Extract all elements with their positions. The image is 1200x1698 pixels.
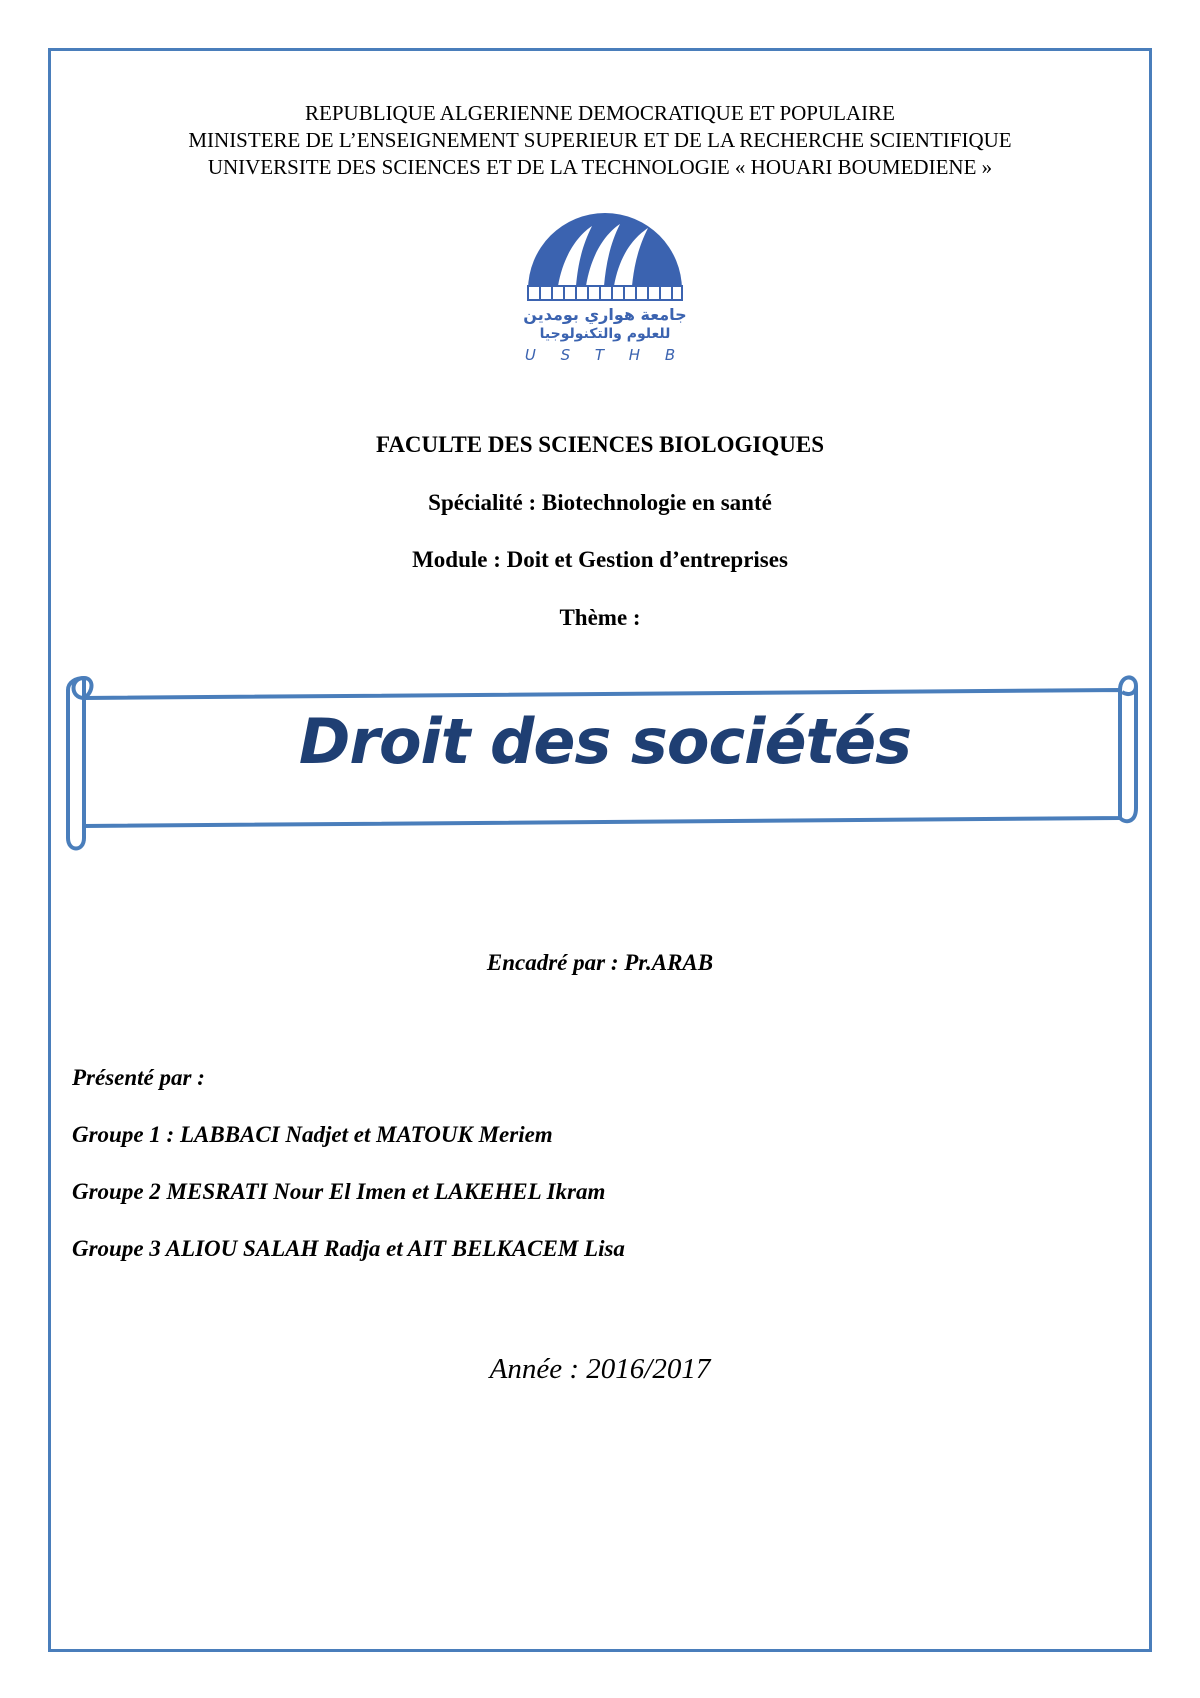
presenters-block <box>72 1065 625 1293</box>
header-ministry: MINISTERE DE L’ENSEIGNEMENT SUPERIEUR ET DE LA RECHERCHE SCIENTIFIQUE <box>188 128 1012 152</box>
logo-arabic-line1: جامعة هواري بومدين <box>523 305 687 324</box>
header-university: UNIVERSITE DES SCIENCES ET DE LA TECHNOLOGIE « HOUARI BOUMEDIENE » <box>207 155 993 179</box>
module-line: Module : Doit et Gestion d’entreprises <box>412 547 788 572</box>
header-republic: REPUBLIQUE ALGERIENNE DEMOCRATIQUE ET POPULAIRE <box>305 101 895 125</box>
group-line: Groupe 1 : LABBACI Nadjet et MATOUK Meriem <box>72 1122 553 1147</box>
speciality-line: Spécialité : Biotechnologie en santé <box>428 490 772 515</box>
institution-header <box>48 100 1152 181</box>
theme-label: Thème : <box>559 605 641 630</box>
supervisor-line: Encadré par : Pr.ARAB <box>486 950 714 975</box>
faculty-line: FACULTE DES SCIENCES BIOLOGIQUES <box>375 432 824 457</box>
group-line: Groupe 2 MESRATI Nour El Imen et LAKEHEL Ikram <box>72 1179 606 1204</box>
logo-latin: U S T H B <box>524 346 686 364</box>
academic-year: Année : 2016/2017 <box>489 1353 711 1385</box>
logo-arabic-line2: للعلوم والتكنولوجيا <box>539 326 671 342</box>
usthb-logo <box>520 212 690 372</box>
presented-by-label: Présenté par : <box>72 1065 205 1090</box>
group-line: Groupe 3 ALIOU SALAH Radja et AIT BELKACEM Lisa <box>72 1236 625 1261</box>
document-title: Droit des sociétés <box>298 705 912 778</box>
